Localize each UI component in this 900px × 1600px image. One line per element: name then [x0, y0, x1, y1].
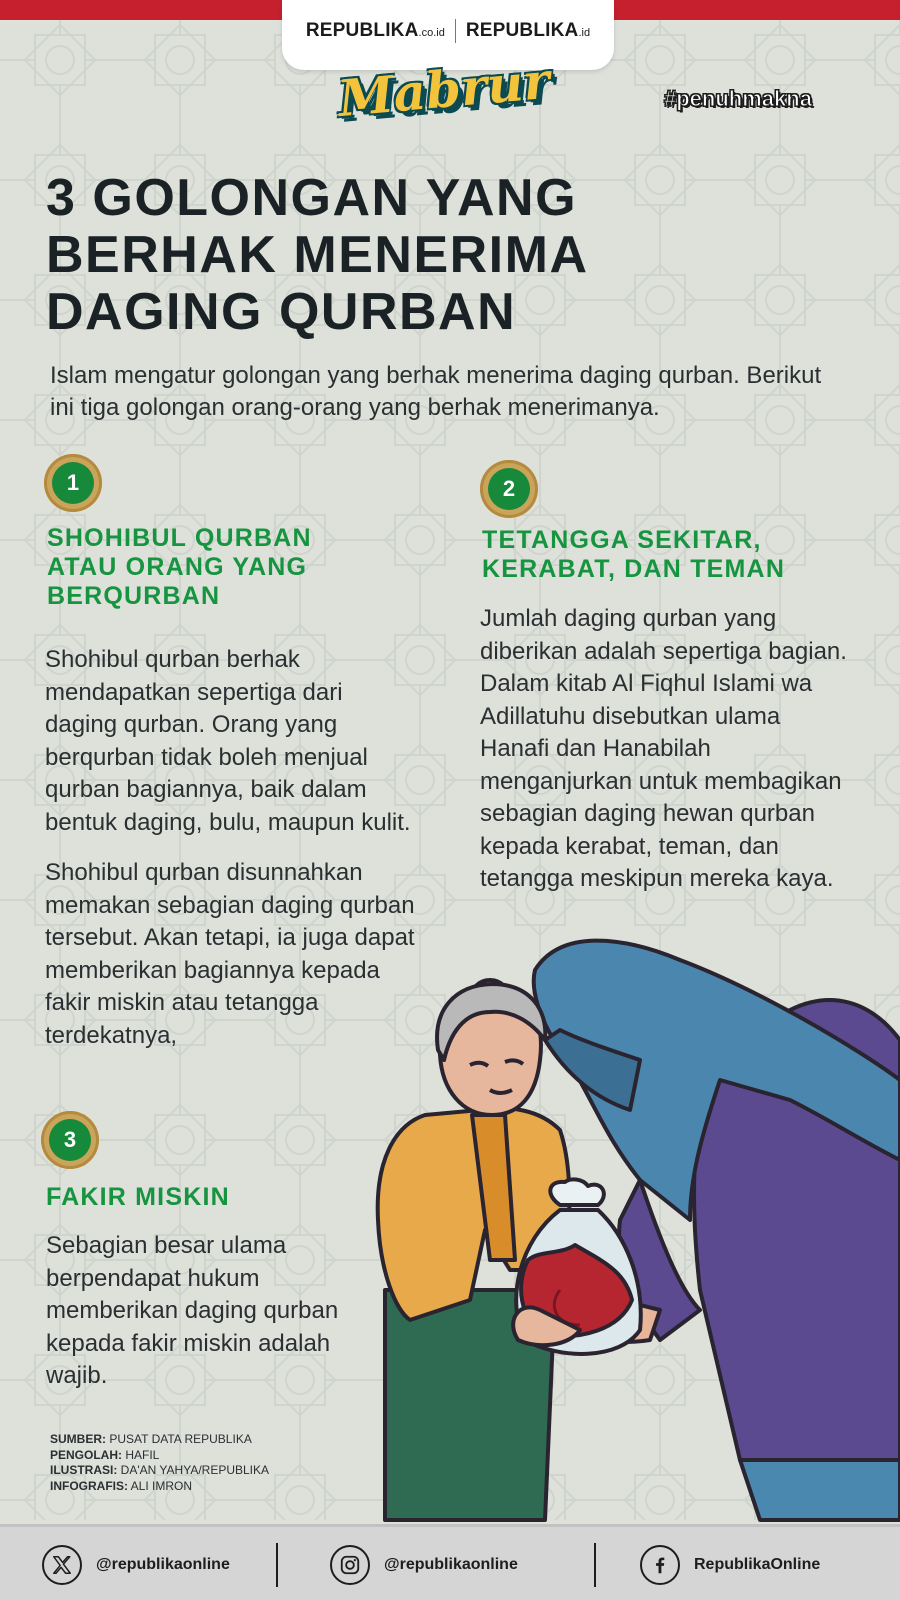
- section-3-number-badge: 3: [41, 1111, 99, 1169]
- instagram-logo-icon: [330, 1545, 370, 1585]
- page-title: [46, 170, 766, 341]
- intro-text: Islam mengatur golongan yang berhak menerima daging qurban. Berikut ini tiga golongan orang-orang yang berhak menerimanya.: [50, 362, 822, 421]
- credit-illustration: ILUSTRASI: DA'AN YAHYA/REPUBLIKA: [50, 1463, 270, 1477]
- facebook-logo-icon: [640, 1545, 680, 1585]
- title-line-2: BERHAK MENERIMA: [46, 226, 589, 284]
- section-1-number-badge: 1: [44, 454, 102, 512]
- section-1-paragraph-1: Shohibul qurban berhak mendapatkan sepertiga dari daging qurban. Orang yang berqurban tidak boleh menjual qurban bagiannya, baik dalam bentuk daging, bulu, maupun kulit.: [45, 646, 411, 836]
- logo-divider: [455, 19, 456, 43]
- section-3-heading: FAKIR MISKIN: [46, 1183, 230, 1211]
- section-2-number-badge: 2: [480, 460, 538, 518]
- facebook-social-link[interactable]: RepublikaOnline: [640, 1545, 820, 1585]
- credit-infographic: INFOGRAFIS: ALI IMRON: [50, 1478, 193, 1493]
- hashtag-label: #penuhmakna: [664, 86, 812, 111]
- section-1-paragraph-2: Shohibul qurban disunnahkan memakan sebagian daging qurban tersebut. Akan tetapi, ia juga dapat memberikan bagiannya kepada fakir miskin atau tetangga terdekatnya,: [45, 859, 415, 1049]
- republika-id-logo[interactable]: REPUBLIKA.id: [465, 20, 591, 41]
- section-2-heading: TETANGGA SEKITAR, KERABAT, DAN TEMAN: [482, 526, 786, 583]
- section-1-heading: SHOHIBUL QURBAN ATAU ORANG YANG BERQURBAN: [47, 524, 312, 610]
- footer-divider: [594, 1543, 596, 1587]
- credit-editor: PENGOLAH: HAFIL: [50, 1447, 160, 1462]
- instagram-social-link[interactable]: @republikaonline: [330, 1545, 518, 1585]
- footer-divider: [276, 1543, 278, 1587]
- x-logo-icon: [42, 1545, 82, 1585]
- x-social-link[interactable]: @republikaonline: [42, 1545, 230, 1585]
- section-2-paragraph: Jumlah daging qurban yang diberikan adalah sepertiga bagian. Dalam kitab Al Fiqhul Islami wa Adillatuhu disebutkan ulama Hanafi dan Hanabilah menganjurkan untuk membagikan sebagian daging hewan qurban kepada kerabat, teman, dan tetangga meskipun mereka kaya.: [480, 605, 847, 892]
- republika-co-id-logo[interactable]: REPUBLIKA.co.id: [305, 20, 445, 41]
- credits-block: [50, 1432, 370, 1494]
- mabrur-series-logo: Mabrur: [335, 50, 552, 129]
- social-footer: [0, 1524, 900, 1600]
- credit-source: SUMBER: PUSAT DATA REPUBLIKA: [50, 1432, 252, 1446]
- title-line-1: 3 GOLONGAN YANG: [46, 169, 578, 227]
- title-line-3: DAGING QURBAN: [46, 283, 517, 341]
- section-3-paragraph: Sebagian besar ulama berpendapat hukum memberikan daging qurban kepada fakir miskin adalah wajib.: [46, 1232, 339, 1389]
